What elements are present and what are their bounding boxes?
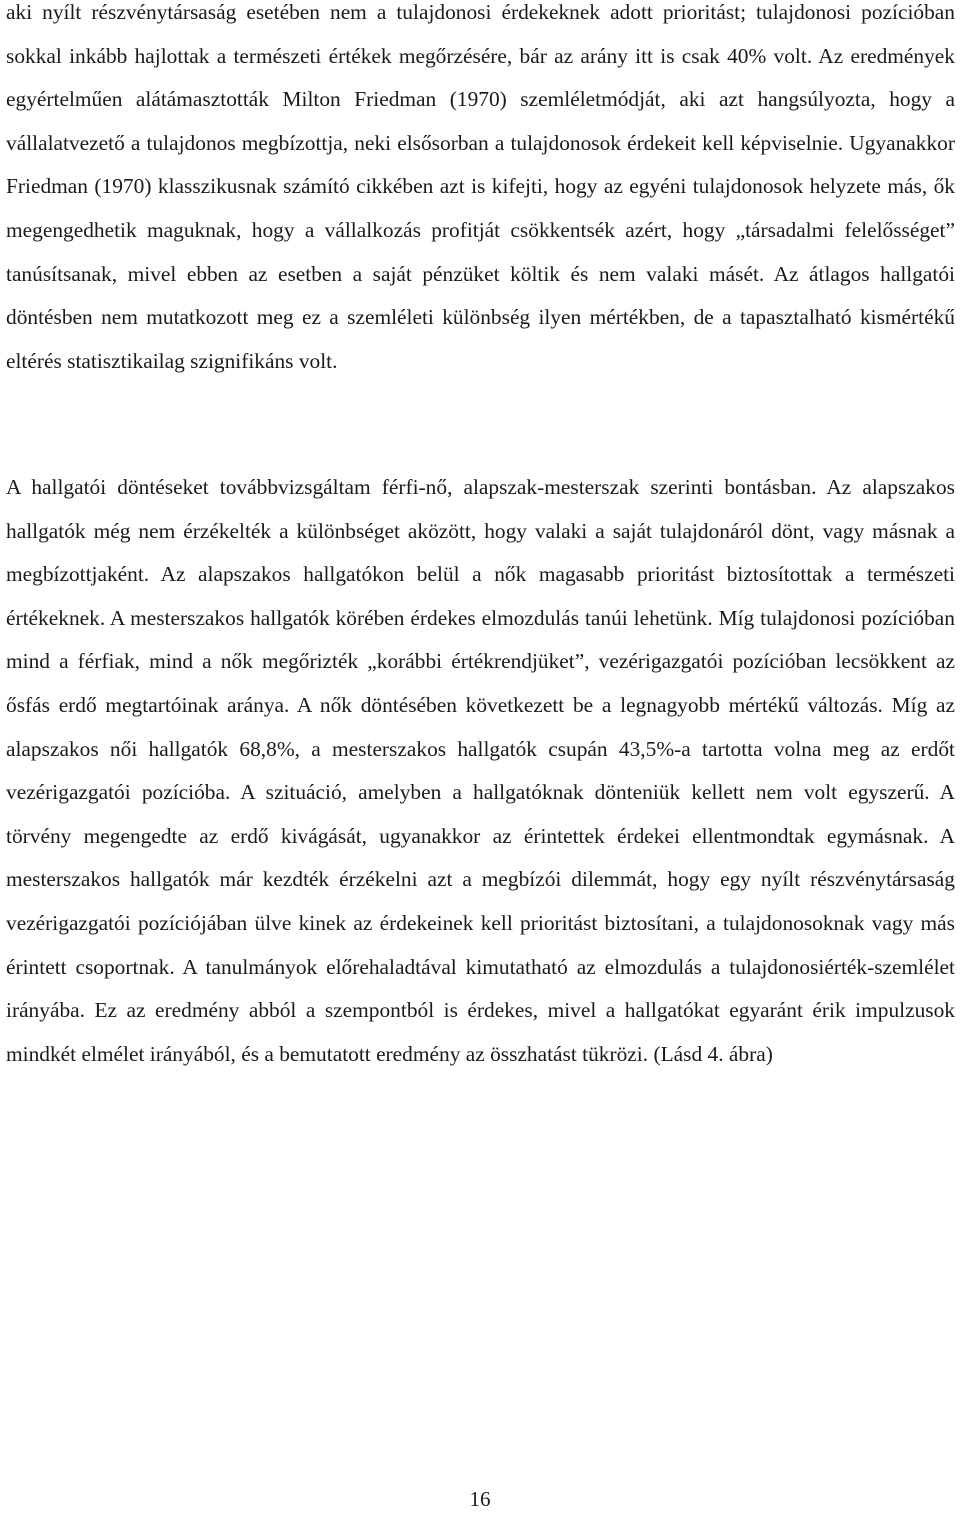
body-paragraph-1: aki nyílt részvénytársaság esetében nem a tulajdonosi érdekeknek adott prioritást; tulajdonosi pozícióban sokkal inkább hajlottak a természeti értékek megőrzésére, bár az arány itt is csak 40% volt. Az eredmények egyértelműen alátámasztották Milton Friedman (1970) szemléletmódját, aki azt hangsúlyozta, hogy a vállalatvezető a tulajdonos megbízottja, neki elsősorban a tulajdonosok érdekeit kell képviselnie. Ugyanakkor Friedman (1970) klasszikusnak számító cikkében azt is kifejti, hogy az egyéni tulajdonosok helyzete más, ők megengedhetik maguknak, hogy a vállalkozás profitját csökkentsék azért, hogy „társadalmi felelősséget” tanúsítsanak, mivel ebben az esetben a saját pénzüket költik és nem valaki másét. Az átlagos hallgatói döntésben nem mutatkozott meg ez a szemléleti különbség ilyen mértékben, de a tapasztalható kismértékű eltérés statisztikailag szignifikáns volt. — [6, 0, 955, 373]
page-number: 16 — [469, 1487, 491, 1511]
body-paragraph-2: A hallgatói döntéseket továbbvizsgáltam férfi-nő, alapszak-mesterszak szerinti bontásban. Az alapszakos hallgatók még nem érzékelték a különbséget aközött, hogy valaki a saját tulajdonáról dönt, vagy másnak a megbízottjaként. Az alapszakos hallgatókon belül a nők magasabb prioritást biztosítottak a természeti értékeknek. A mesterszakos hallgatók körében érdekes elmozdulás tanúi lehetünk. Míg tulajdonosi pozícióban mind a férfiak, mind a nők megőrizték „korábbi értékrendjüket”, vezérigazgatói pozícióban lecsökkent az ősfás erdő megtartóinak aránya. A nők döntésében következett be a legnagyobb mértékű változás. Míg az alapszakos női hallgatók 68,8%, a mesterszakos hallgatók csupán 43,5%-a tartotta volna meg az erdőt vezérigazgatói pozícióba. A szituáció, amelyben a hallgatóknak dönteniük kellett nem volt egyszerű. A törvény megengedte az erdő kivágását, ugyanakkor az érintettek érdekei ellentmondtak egymásnak. A mesterszakos hallgatók már kezdték érzékelni azt a megbízói dilemmát, hogy egy nyílt részvénytársaság vezérigazgatói pozíciójában ülve kinek az érdekeinek kell prioritást biztosítani, a tulajdonosoknak vagy más érintett csoportnak. A tanulmányok előrehaladtával kimutatható az elmozdulás a tulajdonosiérték-szemlélet irányába. Ez az eredmény abból a szempontból is érdekes, mivel a hallgatókat egyaránt érik impulzusok mindkét elmélet irányából, és a bemutatott eredmény az összhatást tükrözi. (Lásd 4. ábra) — [6, 475, 955, 1066]
